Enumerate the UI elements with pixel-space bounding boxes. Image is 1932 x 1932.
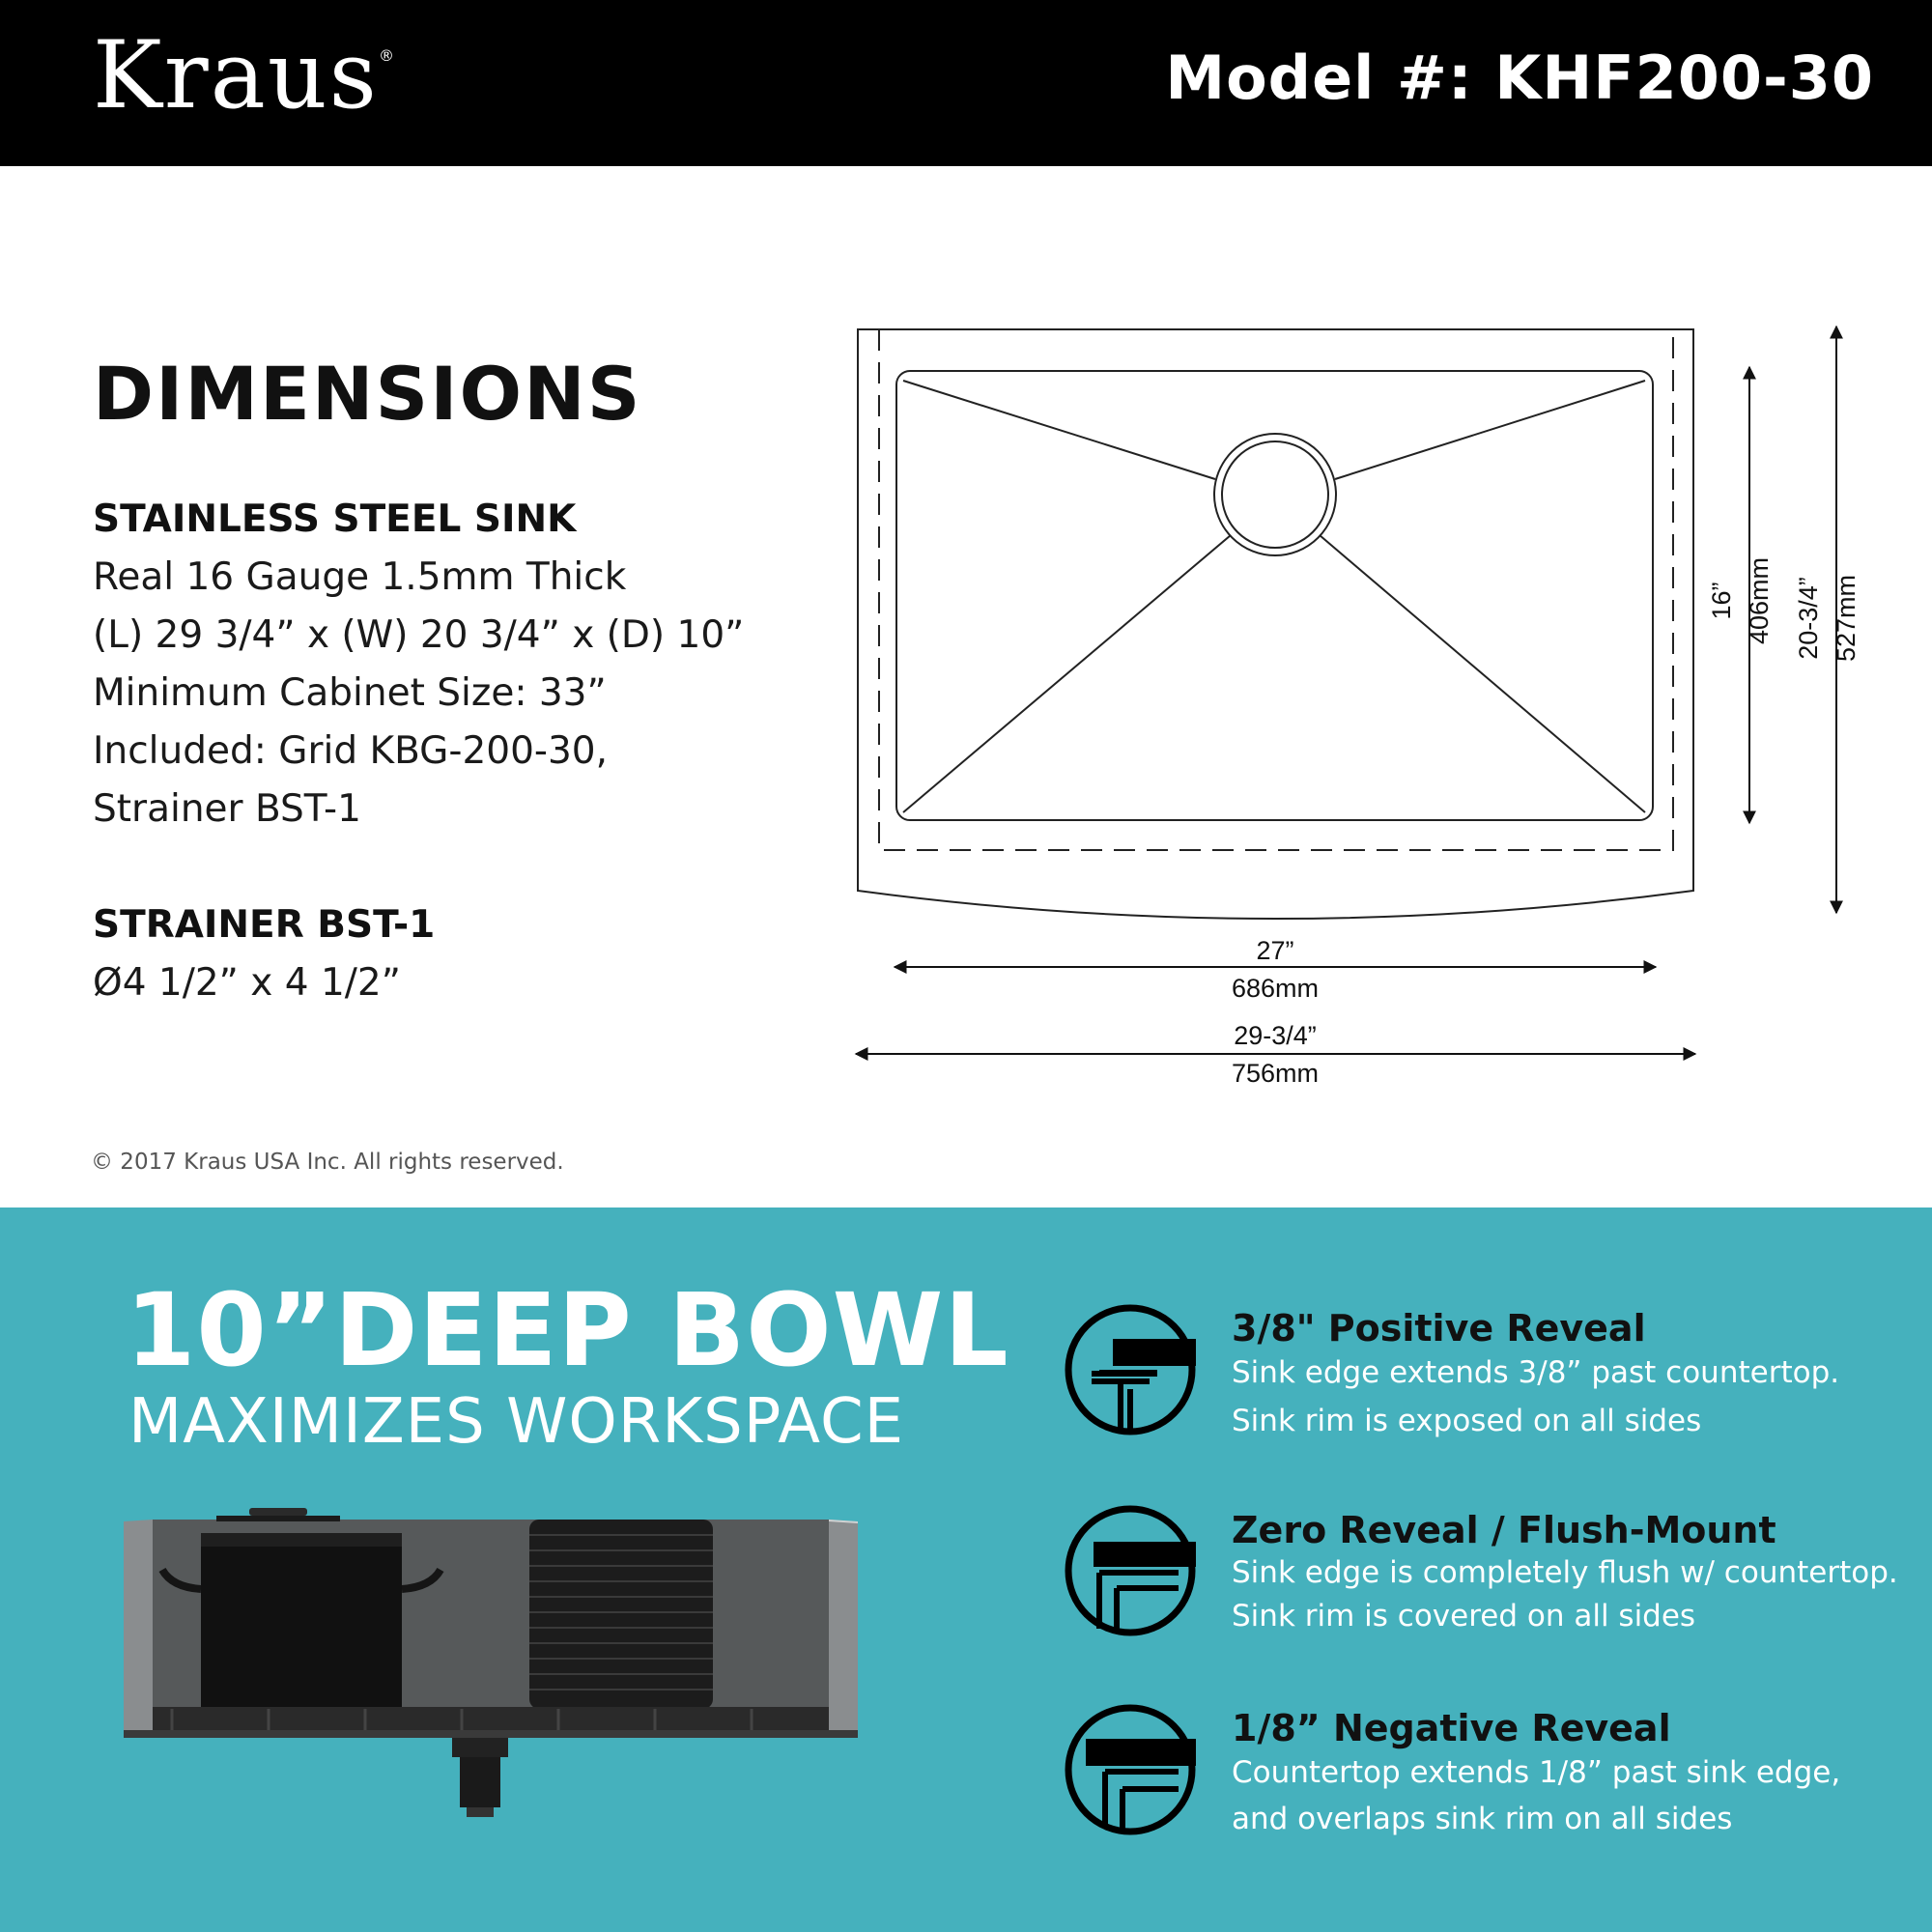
negative-reveal-icon — [1063, 1702, 1198, 1837]
outer-depth-inches: 20-3/4” — [1794, 577, 1823, 660]
strainer-heading: STRAINER BST-1 — [93, 903, 436, 947]
positive-reveal-icon — [1063, 1302, 1198, 1437]
strainer-spec-line: Ø4 1/2” x 4 1/2” — [93, 961, 401, 1005]
sink-spec-line: Strainer BST-1 — [93, 787, 361, 831]
sink-spec-line: Included: Grid KBG-200-30, — [93, 729, 608, 773]
drain-image — [452, 1738, 508, 1817]
positive-reveal-text: Sink edge extends 3/8” past countertop. — [1232, 1355, 1840, 1390]
sink-spec-line: (L) 29 3/4” x (W) 20 3/4” x (D) 10” — [93, 613, 745, 657]
drain-outer-ring — [1214, 434, 1336, 555]
model-number: Model #: KHF200-30 — [1165, 43, 1874, 113]
inner-width-mm: 686mm — [1231, 974, 1320, 1003]
outer-width-inches: 29-3/4” — [1234, 1021, 1317, 1050]
dimensions-title: DIMENSIONS — [93, 351, 642, 437]
inner-width-inches: 27” — [1256, 936, 1294, 965]
copyright-notice: © 2017 Kraus USA Inc. All rights reserved. — [91, 1150, 564, 1175]
negative-reveal-text: Countertop extends 1/8” past sink edge, — [1232, 1755, 1841, 1790]
bowl-cross-section-image — [124, 1502, 867, 1831]
sink-spec-line: Real 16 Gauge 1.5mm Thick — [93, 555, 627, 599]
positive-reveal-title: 3/8" Positive Reveal — [1232, 1307, 1646, 1350]
zero-reveal-icon — [1063, 1503, 1198, 1638]
inner-depth-mm: 406mm — [1745, 556, 1774, 645]
sink-heading: STAINLESS STEEL SINK — [93, 497, 577, 541]
deep-bowl-subtitle: MAXIMIZES WORKSPACE — [128, 1386, 905, 1458]
zero-reveal-title: Zero Reveal / Flush-Mount — [1232, 1509, 1776, 1551]
sink-dimension-drawing — [840, 309, 1864, 1111]
negative-reveal-text: and overlaps sink rim on all sides — [1232, 1802, 1733, 1836]
sink-rim-dashed — [879, 329, 1673, 850]
brand-name: Kraus — [93, 21, 379, 129]
sink-spec-line: Minimum Cabinet Size: 33” — [93, 671, 607, 715]
registered-mark: ® — [378, 46, 396, 65]
slope-line — [1335, 381, 1645, 479]
header-bar — [0, 0, 1932, 166]
deep-bowl-title: 10”DEEP BOWL — [126, 1271, 1009, 1389]
zero-reveal-text: Sink edge is completely flush w/ countertop. — [1232, 1555, 1898, 1590]
zero-reveal-text: Sink rim is covered on all sides — [1232, 1599, 1696, 1634]
outer-depth-mm: 527mm — [1832, 574, 1861, 663]
slope-line — [903, 535, 1231, 812]
outer-width-mm: 756mm — [1231, 1059, 1320, 1088]
slope-line — [903, 381, 1215, 479]
drain-inner-ring — [1222, 441, 1328, 548]
sink-bowl-outline — [896, 371, 1653, 820]
positive-reveal-text: Sink rim is exposed on all sides — [1232, 1404, 1702, 1438]
sink-outer-outline — [858, 329, 1693, 919]
brand-logo — [93, 21, 396, 129]
plates-stack-image — [529, 1520, 713, 1709]
stock-pot-image — [162, 1508, 440, 1707]
slope-line — [1320, 535, 1645, 812]
inner-depth-inches: 16” — [1707, 582, 1736, 620]
negative-reveal-title: 1/8” Negative Reveal — [1232, 1707, 1671, 1749]
